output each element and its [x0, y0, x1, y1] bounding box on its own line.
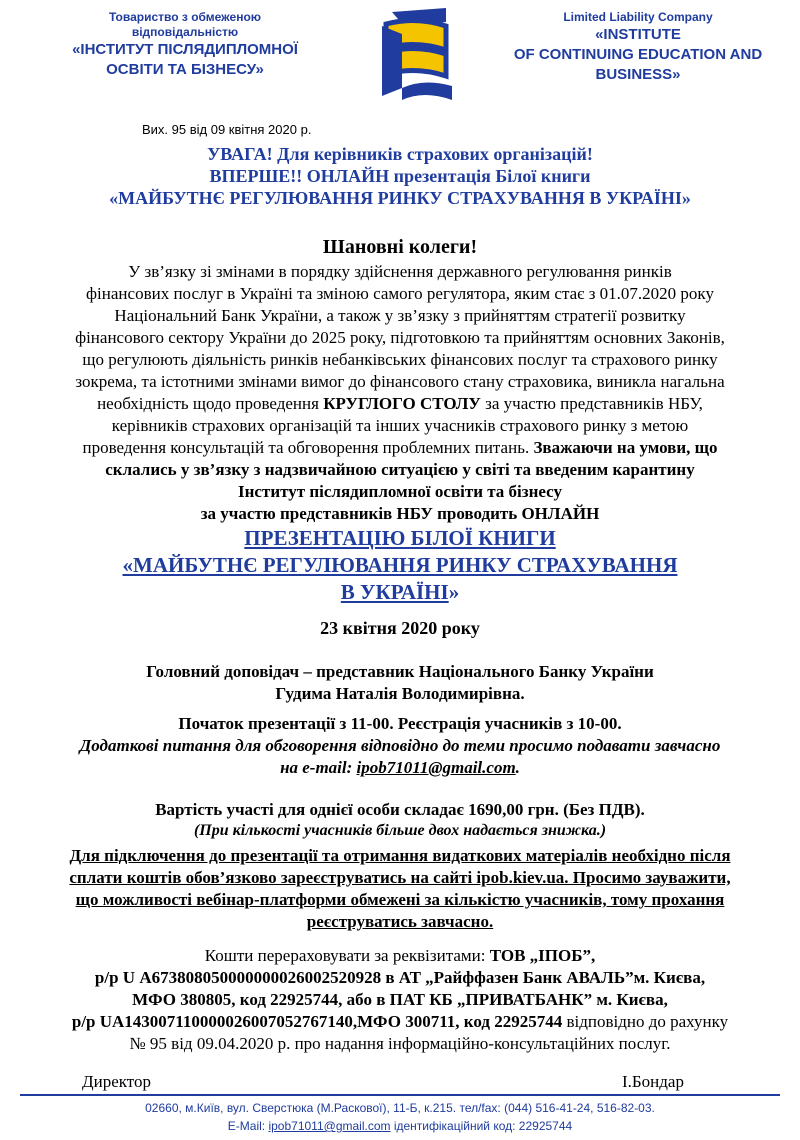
discount-note: (При кількості учасників більше двох надається знижка.)	[193, 822, 607, 839]
paragraph-line-7-c: за участю представників НБУ,	[480, 394, 703, 413]
paragraph-line-12: за участю представників НБУ проводить ОНЛАЙН	[200, 504, 600, 523]
paragraph-line-11: Інститут післядипломної освіти та бізнесу	[238, 482, 562, 501]
header-left-ukr	[40, 10, 330, 80]
paragraph-line-9	[0, 438, 800, 458]
outgoing-number: Вих. 95 від 09 квітня 2020 р.	[142, 122, 312, 137]
presentation-title-3	[0, 580, 800, 605]
paragraph-line-6: зокрема, та істотними змінами вимог до фінансового стану страховика, виникла нагальна	[75, 372, 725, 391]
footer-email-label: E-Mail:	[227, 1119, 269, 1133]
payment-line-2: р/р U А673808050000000026002520928 в АТ „Райффазен Банк АВАЛЬ”м. Києва,	[94, 968, 706, 987]
cost-line: Вартість участі для однієї особи складає 1690,00 грн. (Без ПДВ).	[155, 800, 645, 819]
book-icon	[372, 4, 460, 104]
extra-questions-2-c: .	[515, 758, 520, 777]
company-type-ukr-2: відповідальністю	[131, 25, 239, 39]
paragraph-line-7	[0, 394, 800, 414]
email-link[interactable]: ipob71011@gmail.com	[356, 758, 516, 777]
footer-divider	[20, 1094, 780, 1096]
payment-line-4-a: р/р UA143007110000026007052767140,МФО 300711, код 22925744	[71, 1012, 563, 1031]
round-table-emphasis: КРУГЛОГО СТОЛУ	[323, 394, 481, 413]
paragraph-line-10: склались у зв’язку з надзвичайною ситуацією у світі та введеним карантину	[105, 460, 695, 479]
paragraph-line-8: керівників страхових організацій та інших учасників страхового ринку з метою	[111, 416, 689, 435]
registration-line-3: що можливості вебінар-платформи обмежені за кількістю учасників, тому прохання	[75, 890, 725, 909]
paragraph-line-4: фінансового сектору України до 2025 року, підготовкою та прийняттям основних Законів,	[75, 328, 725, 347]
paragraph-line-1: У зв’язку зі змінами в порядку здійснення державного регулювання ринків	[128, 262, 672, 281]
payment-line-4-b: відповідно до рахунку	[562, 1012, 729, 1031]
speaker-line-1: Головний доповідач – представник Національного Банку України	[146, 662, 654, 681]
paragraph-line-9-a: проведення консультацій та обговорення проблемних питань.	[82, 438, 534, 457]
footer-email-link[interactable]: ipob71011@gmail.com	[268, 1119, 391, 1133]
payment-line-5: № 95 від 09.04.2020 р. про надання інформаційно-консультаційних послуг.	[129, 1034, 671, 1053]
registration-line-1: Для підключення до презентації та отримання видаткових матеріалів необхідно після	[69, 846, 731, 865]
payment-line-1-a: Кошти перераховувати за реквізитами:	[204, 946, 490, 965]
company-name-ukr-1: «ІНСТИТУТ ПІСЛЯДИПЛОМНОЇ	[72, 41, 298, 58]
attention-line-1: УВАГА! Для керівників страхових організацій!	[207, 144, 593, 164]
paragraph-line-3: Національний Банк України, а також у зв’язку з прийняттям стратегії розвитку	[114, 306, 686, 325]
company-name-eng-3: BUSINESS»	[595, 66, 681, 83]
company-name-eng-2: OF CONTINUING EDUCATION AND	[513, 46, 763, 63]
company-name-ukr-2: ОСВІТИ ТА БІЗНЕСУ»	[106, 61, 264, 78]
presentation-title-2: «МАЙБУТНЄ РЕГУЛЮВАННЯ РИНКУ СТРАХУВАННЯ	[122, 553, 678, 577]
extra-questions-2	[0, 758, 800, 778]
extra-questions-1: Додаткові питання для обговорення відповідно до теми просимо подавати завчасно	[79, 736, 721, 755]
footer-contacts	[0, 1119, 800, 1133]
event-date: 23 квітня 2020 року	[320, 618, 480, 638]
payment-line-1-b: ТОВ „ІПОБ”,	[489, 946, 596, 965]
start-time: Початок презентації з 11-00. Реєстрація учасників з 10-00.	[178, 714, 622, 733]
company-type-ukr-1: Товариство з обмеженою	[108, 10, 262, 24]
director-signature-name: І.Бондар	[622, 1072, 684, 1091]
footer-id-code: ідентифікаційний код: 22925744	[390, 1119, 573, 1133]
presentation-title-3-a: В УКРАЇНІ	[340, 580, 449, 604]
extra-questions-2-a: на e-mail:	[280, 758, 357, 777]
paragraph-line-5: що регулюють діяльність ринків небанківських фінансових послуг та страхового ринку	[82, 350, 718, 369]
registration-line-4: реєструватись завчасно.	[306, 912, 494, 931]
header-right-eng	[488, 10, 788, 85]
presentation-title-3-b: »	[448, 580, 460, 604]
company-type-eng: Limited Liability Company	[563, 10, 713, 24]
presentation-title-1: ПРЕЗЕНТАЦІЮ БІЛОЇ КНИГИ	[244, 526, 556, 550]
paragraph-line-9-b: Зважаючи на умови, що	[533, 438, 718, 457]
director-label: Директор	[82, 1072, 151, 1091]
payment-line-4	[0, 1012, 800, 1032]
payment-line-3: МФО 380805, код 22925744, або в ПАТ КБ „ПРИВАТБАНК” м. Києва,	[132, 990, 668, 1009]
payment-line-1	[0, 946, 800, 966]
speaker-line-2: Гудима Наталія Володимирівна.	[275, 684, 525, 703]
company-name-eng-1: «INSTITUTE	[595, 26, 681, 43]
attention-line-2: ВПЕРШЕ!! ОНЛАЙН презентація Білої книги	[209, 166, 591, 186]
paragraph-line-2: фінансових послуг в Україні та зміною самого регулятора, яким стає з 01.07.2020 року	[86, 284, 714, 303]
greeting: Шановні колеги!	[322, 236, 478, 258]
footer-address: 02660, м.Київ, вул. Сверстюка (М.Раскової), 11-Б, к.215. тел/fax: (044) 516-41-24, 516-82-03.	[145, 1101, 655, 1115]
paragraph-line-7-a: необхідність щодо проведення	[97, 394, 324, 413]
attention-line-3: «МАЙБУТНЄ РЕГУЛЮВАННЯ РИНКУ СТРАХУВАННЯ В УКРАЇНІ»	[109, 188, 691, 208]
registration-line-2: сплати коштів обов’язково зареєструватись на сайті ipob.kiev.ua. Просимо зауважити,	[69, 868, 731, 887]
